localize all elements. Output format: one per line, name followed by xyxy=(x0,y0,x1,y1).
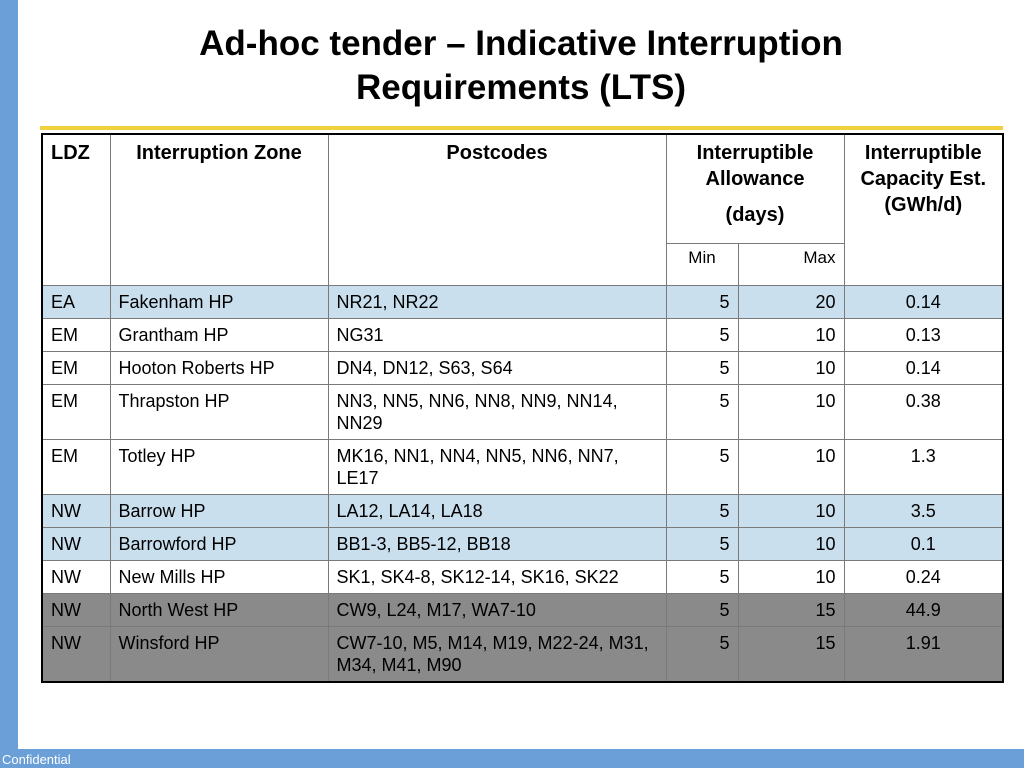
table-row xyxy=(42,286,1003,319)
max-days-cell: 10 xyxy=(738,385,844,440)
postcodes-cell: NG31 xyxy=(328,319,666,352)
min-days-cell: 5 xyxy=(666,352,738,385)
left-accent-bar xyxy=(0,0,18,768)
ldz-cell: EM xyxy=(42,352,110,385)
capacity-cell: 44.9 xyxy=(844,594,1003,627)
slide-title-line-1: Ad-hoc tender – Indicative Interruption xyxy=(199,24,843,63)
zone-cell: Winsford HP xyxy=(110,627,328,683)
zone-cell: North West HP xyxy=(110,594,328,627)
zone-cell: Grantham HP xyxy=(110,319,328,352)
postcodes-cell: CW7-10, M5, M14, M19, M22-24, M31, M34, M41, M90 xyxy=(328,627,666,683)
zone-cell: Barrow HP xyxy=(110,495,328,528)
postcodes-cell: LA12, LA14, LA18 xyxy=(328,495,666,528)
zone-cell: New Mills HP xyxy=(110,561,328,594)
postcodes-cell: BB1-3, BB5-12, BB18 xyxy=(328,528,666,561)
capacity-cell: 0.24 xyxy=(844,561,1003,594)
max-days-cell: 20 xyxy=(738,286,844,319)
max-days-cell: 10 xyxy=(738,495,844,528)
ldz-cell: NW xyxy=(42,627,110,683)
slide-title-line-2: Requirements (LTS) xyxy=(356,68,686,107)
header-interruptible-allowance xyxy=(666,134,844,244)
table-row xyxy=(42,440,1003,495)
max-days-cell: 15 xyxy=(738,594,844,627)
header-postcodes: Postcodes xyxy=(328,134,666,286)
max-days-cell: 10 xyxy=(738,528,844,561)
min-days-cell: 5 xyxy=(666,627,738,683)
capacity-cell: 0.13 xyxy=(844,319,1003,352)
ldz-cell: NW xyxy=(42,495,110,528)
table-body xyxy=(42,286,1003,683)
min-days-cell: 5 xyxy=(666,286,738,319)
ldz-cell: EM xyxy=(42,385,110,440)
zone-cell: Fakenham HP xyxy=(110,286,328,319)
header-allowance-unit: (days) xyxy=(725,204,785,226)
min-days-cell: 5 xyxy=(666,561,738,594)
min-days-cell: 5 xyxy=(666,528,738,561)
max-days-cell: 10 xyxy=(738,319,844,352)
ldz-cell: EA xyxy=(42,286,110,319)
table-row xyxy=(42,385,1003,440)
ldz-cell: EM xyxy=(42,440,110,495)
table-row xyxy=(42,627,1003,683)
postcodes-cell: DN4, DN12, S63, S64 xyxy=(328,352,666,385)
max-days-cell: 15 xyxy=(738,627,844,683)
postcodes-cell: CW9, L24, M17, WA7-10 xyxy=(328,594,666,627)
postcodes-cell: NR21, NR22 xyxy=(328,286,666,319)
table-row xyxy=(42,352,1003,385)
capacity-cell: 0.38 xyxy=(844,385,1003,440)
postcodes-cell: NN3, NN5, NN6, NN8, NN9, NN14, NN29 xyxy=(328,385,666,440)
capacity-cell: 1.3 xyxy=(844,440,1003,495)
ldz-cell: NW xyxy=(42,594,110,627)
header-row xyxy=(42,134,1003,244)
header-interruptible-capacity: Interruptible Capacity Est. (GWh/d) xyxy=(844,134,1003,286)
capacity-cell: 1.91 xyxy=(844,627,1003,683)
zone-cell: Hooton Roberts HP xyxy=(110,352,328,385)
bottom-accent-bar xyxy=(0,749,1024,768)
table-row xyxy=(42,319,1003,352)
capacity-cell: 0.14 xyxy=(844,352,1003,385)
zone-cell: Totley HP xyxy=(110,440,328,495)
min-days-cell: 5 xyxy=(666,495,738,528)
zone-cell: Barrowford HP xyxy=(110,528,328,561)
title-underline xyxy=(40,126,1003,130)
max-days-cell: 10 xyxy=(738,352,844,385)
table-row xyxy=(42,495,1003,528)
postcodes-cell: SK1, SK4-8, SK12-14, SK16, SK22 xyxy=(328,561,666,594)
max-days-cell: 10 xyxy=(738,440,844,495)
capacity-cell: 0.14 xyxy=(844,286,1003,319)
header-allowance-label: Interruptible Allowance xyxy=(696,142,814,190)
ldz-cell: EM xyxy=(42,319,110,352)
min-days-cell: 5 xyxy=(666,319,738,352)
ldz-cell: NW xyxy=(42,561,110,594)
table-row xyxy=(42,594,1003,627)
header-ldz: LDZ xyxy=(42,134,110,286)
ldz-cell: NW xyxy=(42,528,110,561)
slide-title xyxy=(18,22,1024,110)
max-days-cell: 10 xyxy=(738,561,844,594)
table-row xyxy=(42,528,1003,561)
zone-cell: Thrapston HP xyxy=(110,385,328,440)
header-max: Max xyxy=(738,244,844,286)
table-row xyxy=(42,561,1003,594)
capacity-cell: 3.5 xyxy=(844,495,1003,528)
header-interruption-zone: Interruption Zone xyxy=(110,134,328,286)
min-days-cell: 5 xyxy=(666,440,738,495)
min-days-cell: 5 xyxy=(666,594,738,627)
min-days-cell: 5 xyxy=(666,385,738,440)
header-min: Min xyxy=(666,244,738,286)
interruption-requirements-table xyxy=(41,133,1004,683)
footer-confidential: Confidential xyxy=(2,752,71,767)
postcodes-cell: MK16, NN1, NN4, NN5, NN6, NN7, LE17 xyxy=(328,440,666,495)
capacity-cell: 0.1 xyxy=(844,528,1003,561)
